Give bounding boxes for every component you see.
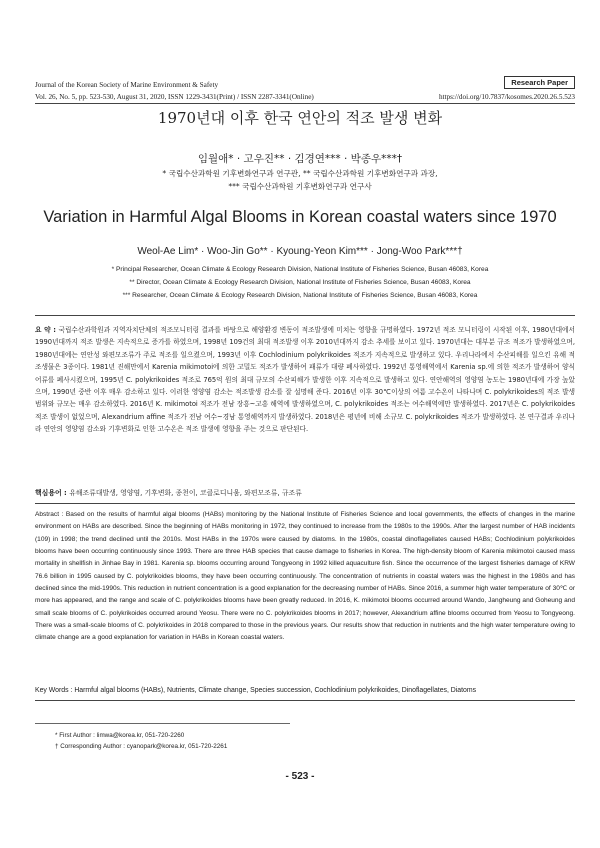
footnote-rule <box>35 723 290 724</box>
korean-abstract-label: 요 약 : <box>35 326 59 334</box>
journal-name: Journal of the Korean Society of Marine Environment & Safety <box>35 81 219 89</box>
korean-abstract-text: 국립수산과학원과 지역자치단체의 적조모니터링 결과를 바탕으로 해양환경 변동이 적조발생에 미치는 영향을 규명하였다. 1972년 적조 모니터링이 시작된 이후, 1980년대에서 1990년대까지 적조 발생은 지속적으로 증가를 하였으며, 1998년 109건의 최대 적조발생 이후 2010년대까지 감소 추세를 보이고 있다. 1970년대는 대부분 규조 적조가 발생하였으며, 1980년대에는 연안성 와편모조류가 주로 적조를 일으켰으며, 1993년 이후 Cochlodinium polykrikoides 적조가 지속적으로 발생하고 있다. 우리나라에서 수산피해를 일으킨 유해 적조생물은 3종이다. 1981년 진해만에서 Karenia mikimotoi에 의한 고밀도 적조가 발생하여 패류가 대량 폐사하였다. 1992년 통영해역에서 Karenia sp.에 의한 적조가 발생하여 양식어류를 폐사시켰으며, 1995년 C. polykrikoides 적조로 765억 원의 최대 규모의 수산피해가 발생한 이후 지속적으로 발생하고 있다. 연안해역의 영양염 농도는 1980년대에 가장 높았으며, 1990년 중반 이후 매우 감소하고 있다. 이러한 영양염 감소는 적조발생 감소를 잘 설명해 준다. 2016년 이후 30℃이상의 여름 고수온이 나타나며 C. polykrikoides의 적조 발생 범위와 규모는 매우 감소하였다. 2016년 K. mikimotoi 적조가 전남 장흥~고흥 해역에 발생하였으며, C. polykrikoides 적조는 여수해역에만 발생하였다. 2017년은 C. polykrikoides 적조 발생이 없었으며, Alexandrium affine 적조가 전남 여수~경남 통영해역까지 발생하였다. 2018년은 평년에 비해 소규모 C. polykrikoides 적조가 발생하였다. 본 연구결과 우리나라 연안의 영양염 감소와 기후변화로 인한 고수온은 적조 발생에 영향을 주는 것으로 판단된다. <box>35 326 575 434</box>
english-keywords <box>35 686 575 696</box>
corresponding-author-footnote: † Corresponding Author : cyanopark@korea.kr, 051-720-2261 <box>55 743 228 750</box>
korean-authors: 임월애* · 고우진** · 김경연*** · 박종우***† <box>197 153 403 165</box>
korean-title: 1970년대 이후 한국 연안의 적조 발생 변화 <box>157 109 443 127</box>
english-keywords-text: Harmful algal blooms (HABs), Nutrients, Climate change, Species succession, Cochlodinium polykrikoides, Dinoflagellates, Diatoms <box>74 687 477 694</box>
header-rule <box>35 103 575 104</box>
abstract-top-rule <box>35 315 575 316</box>
korean-affiliation-2: *** 국립수산과학원 기후변화연구과 연구사 <box>228 182 372 191</box>
volume-info: Vol. 26, No. 5, pp. 523-530, August 31, 2020, ISSN 1229-3431(Print) / ISSN 2287-3341(Online) <box>35 93 314 101</box>
korean-keywords-text: 유해조류대발생, 영양염, 기후변화, 종천이, 코클로디니움, 와편모조류, 규조류 <box>69 489 302 497</box>
english-abstract-text: Based on the results of harmful algal blooms (HABs) monitoring by the National Institute of Fisheries Science and local governments, the effects of changes in the marine environment on HABs are described. Since the beginning of HABs monitoring in 1972, they continued to increase from the 1980s to the 1990s. After the largest number of HAB incidents (109) in 1998; the trend declined until the 2010s. Most HABs in the 1970s were caused by diatoms. In the 1980s, coastal dinoflagellates caused HABs; Cochlodinium polykrikoides blooms have been occurring continuously since 1993. There are three HAB species that cause damage to fisheries in Korea. The high-density bloom of Karenia mikimotoi caused mass mortality in shellfish in Jinhae Bay in 1981. Karenia sp. blooms occurring around Tongyeong in 1992 killed aquaculture fish. Since the occurrence of the largest fisheries damage of KRW 76.6 billion in 1995 caused by C. polykrikoides blooms, they have been occurring continuously. The concentration of nutrients in coastal waters was the highest in the 1980s and has declined since the mid-1990s. This reduction in nutrient concentration is a good explanation for the decreasing number of HABs. Since 2016, a summer high water temperature of 30℃ or more has appeared, and the range and scale of C. polykrikoides blooms have been greatly reduced. In 2016, K. mikimotoi blooms occurred around Wando, Jangheung and Goheung and small scale blooms of C. polykrikoides occurred around Yeosu. There were no C. polykrikoides blooms in 2017; however, Alexandrium affine blooms occurred from Yeosu to Tongyeong. There was a small-scale blooms of C. polykrikoides in 2018 compared to those in the previous years. Our results show that reduction in nutrients and the high water temperature owing to climate change are a good explanation for variation in HABs in Korean coastal waters. <box>35 511 575 642</box>
english-keywords-label: Key Words : <box>35 687 75 694</box>
english-affiliation-3: *** Researcher, Ocean Climate & Ecology Research Division, National Institute of Fisheries Science, Busan 46083, Korea <box>122 292 478 299</box>
english-title: Variation in Harmful Algal Blooms in Korean coastal waters since 1970 <box>43 208 557 226</box>
korean-keywords-label: 핵심용어 : <box>35 489 70 497</box>
page-number: - 523 - <box>285 771 315 782</box>
english-abstract <box>35 509 575 645</box>
keywords-bottom-rule <box>35 700 575 701</box>
english-affiliation-1: * Principal Researcher, Ocean Climate & Ecology Research Division, National Institute of Fisheries Science, Busan 46083, Korea <box>111 266 489 273</box>
abstract-divider <box>35 503 575 504</box>
doi-link[interactable]: https://doi.org/10.7837/kosomes.2020.26.5.523 <box>438 93 575 101</box>
korean-affiliation-1: * 국립수산과학원 기후변화연구과 연구관, ** 국립수산과학원 기후변화연구과 과장, <box>162 169 438 178</box>
english-affiliation-2: ** Director, Ocean Climate & Ecology Research Division, National Institute of Fisheries Science, Busan 46083, Korea <box>129 279 471 286</box>
korean-abstract <box>35 324 575 436</box>
first-author-footnote: * First Author : limwa@korea.kr, 051-720-2260 <box>55 732 185 739</box>
english-authors: Weol-Ae Lim* · Woo-Jin Go** · Kyoung-Yeon Kim*** · Jong-Woo Park***† <box>137 246 463 257</box>
english-abstract-label: Abstract : <box>35 511 66 518</box>
korean-keywords <box>35 488 575 498</box>
research-paper-badge: Research Paper <box>504 76 575 89</box>
